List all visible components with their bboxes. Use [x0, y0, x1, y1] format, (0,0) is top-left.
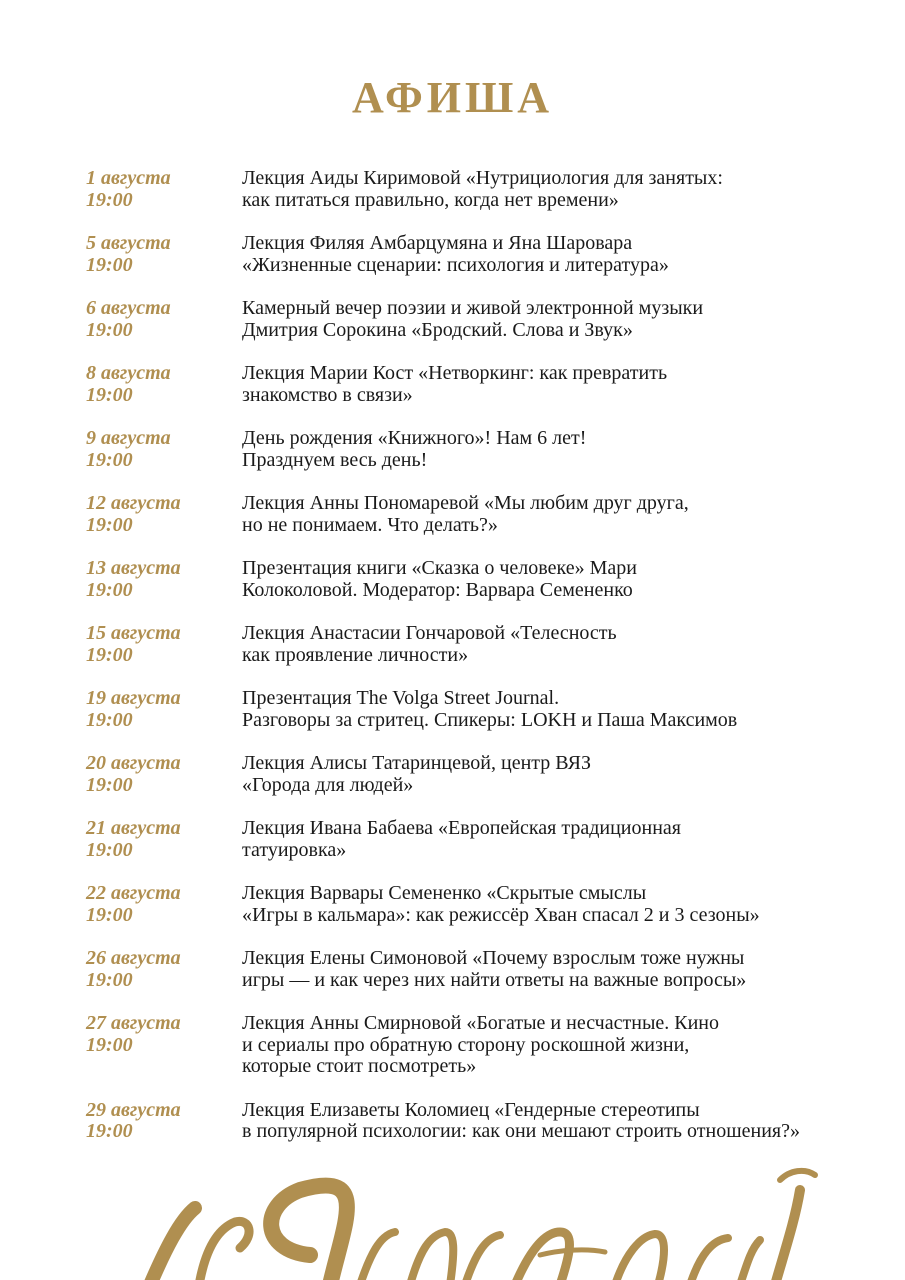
event-line: Лекция Анны Смирновой «Богатые и несчастные. Кино [242, 1012, 720, 1034]
event-datetime [86, 428, 242, 471]
event-time: 19:00 [86, 903, 133, 926]
event-line: Лекция Анны Пономаревой «Мы любим друг друга, [242, 492, 689, 514]
event-time: 19:00 [86, 448, 133, 471]
event-item [0, 818, 905, 861]
event-item [0, 1100, 905, 1143]
event-time: 19:00 [86, 773, 133, 796]
event-datetime [86, 948, 242, 991]
event-item [0, 883, 905, 926]
event-line: как проявление личности» [242, 643, 469, 666]
event-date: 9 августа [86, 427, 171, 449]
event-line: татуировка» [242, 838, 347, 861]
event-description [242, 428, 867, 471]
event-time: 19:00 [86, 1120, 133, 1142]
event-description [242, 363, 867, 406]
event-time: 19:00 [86, 253, 133, 276]
event-line: но не понимаем. Что делать?» [242, 513, 498, 536]
event-date: 27 августа [86, 1012, 181, 1034]
event-time: 19:00 [86, 838, 133, 861]
event-date: 20 августа [86, 752, 181, 774]
event-date: 21 августа [86, 817, 181, 839]
event-line: которые стоит посмотреть» [242, 1055, 477, 1077]
event-item [0, 363, 905, 406]
event-line: «Города для людей» [242, 773, 414, 796]
event-item [0, 753, 905, 796]
event-item [0, 168, 905, 211]
event-date: 29 августа [86, 1098, 181, 1121]
event-time: 19:00 [86, 188, 133, 211]
event-time: 19:00 [86, 708, 133, 731]
event-line: Лекция Елизаветы Коломиец «Гендерные стереотипы [242, 1098, 700, 1121]
event-time: 19:00 [86, 968, 133, 991]
event-datetime [86, 298, 242, 341]
event-description [242, 883, 867, 926]
event-date: 1 августа [86, 167, 171, 189]
event-time: 19:00 [86, 578, 133, 601]
event-line: Лекция Марии Кост «Нетворкинг: как превратить [242, 362, 668, 384]
event-line: и сериалы про обратную сторону роскошной жизни, [242, 1033, 690, 1056]
event-description [242, 493, 867, 536]
event-line: Разговоры за стритец. Спикеры: LOKH и Паша Максимов [242, 708, 738, 731]
event-date: 5 августа [86, 232, 171, 254]
event-datetime [86, 753, 242, 796]
event-line: игры — и как через них найти ответы на важные вопросы» [242, 968, 747, 991]
event-description [242, 233, 867, 276]
event-time: 19:00 [86, 318, 133, 341]
event-date: 6 августа [86, 297, 171, 319]
event-date: 12 августа [86, 492, 181, 514]
event-datetime [86, 363, 242, 406]
event-time: 19:00 [86, 513, 133, 536]
event-item [0, 298, 905, 341]
event-line: знакомство в связи» [242, 383, 413, 406]
event-line: Празднуем весь день! [242, 448, 428, 471]
event-line: Лекция Варвары Семененко «Скрытые смыслы [242, 882, 647, 904]
event-line: «Жизненные сценарии: психология и литература» [242, 253, 669, 276]
script-logo-icon [0, 1160, 905, 1280]
event-description [242, 168, 867, 211]
event-item [0, 688, 905, 731]
event-description [242, 688, 867, 731]
event-datetime [86, 688, 242, 731]
event-line: Презентация The Volga Street Journal. [242, 687, 560, 709]
event-item [0, 233, 905, 276]
event-line: как питаться правильно, когда нет времени» [242, 188, 619, 211]
event-line: «Игры в кальмара»: как режиссёр Хван спасал 2 и 3 сезоны» [242, 903, 760, 926]
event-line: Лекция Елены Симоновой «Почему взрослым тоже нужны [242, 947, 745, 969]
event-item [0, 558, 905, 601]
event-date: 19 августа [86, 687, 181, 709]
event-time: 19:00 [86, 643, 133, 666]
page-title: АФИША [351, 73, 554, 122]
event-description [242, 298, 867, 341]
event-date: 26 августа [86, 947, 181, 969]
event-description [242, 1013, 867, 1078]
event-line: в популярной психологии: как они мешают строить отношения?» [242, 1120, 800, 1142]
event-item [0, 623, 905, 666]
event-line: Лекция Алисы Татаринцевой, центр ВЯЗ [242, 752, 591, 774]
event-description [242, 1100, 867, 1143]
event-item [0, 948, 905, 991]
event-datetime [86, 493, 242, 536]
event-item [0, 428, 905, 471]
event-time: 19:00 [86, 383, 133, 406]
event-description [242, 753, 867, 796]
event-datetime [86, 233, 242, 276]
script-logo-graphic [0, 1160, 905, 1280]
event-time: 19:00 [86, 1033, 133, 1056]
event-line: Лекция Ивана Бабаева «Европейская традиционная [242, 817, 681, 839]
event-datetime [86, 558, 242, 601]
event-date: 15 августа [86, 622, 181, 644]
event-description [242, 558, 867, 601]
event-line: Презентация книги «Сказка о человеке» Мари [242, 557, 637, 579]
event-description [242, 948, 867, 991]
event-line: Лекция Аиды Киримовой «Нутрициология для занятых: [242, 167, 723, 189]
event-datetime [86, 1013, 242, 1078]
event-datetime [86, 883, 242, 926]
event-datetime [86, 168, 242, 211]
event-datetime [86, 623, 242, 666]
event-line: Камерный вечер поэзии и живой электронной музыки [242, 297, 704, 319]
event-description [242, 818, 867, 861]
event-datetime [86, 818, 242, 861]
event-list [0, 168, 905, 1165]
event-date: 8 августа [86, 362, 171, 384]
event-line: Колоколовой. Модератор: Варвара Семененко [242, 578, 633, 601]
event-line: Дмитрия Сорокина «Бродский. Слова и Звук» [242, 318, 633, 341]
event-date: 22 августа [86, 882, 181, 904]
event-item [0, 1013, 905, 1078]
event-line: День рождения «Книжного»! Нам 6 лет! [242, 427, 587, 449]
event-line: Лекция Анастасии Гончаровой «Телесность [242, 622, 617, 644]
event-line: Лекция Филяя Амбарцумяна и Яна Шаровара [242, 232, 633, 254]
event-item [0, 493, 905, 536]
event-date: 13 августа [86, 557, 181, 579]
event-datetime [86, 1100, 242, 1143]
event-description [242, 623, 867, 666]
